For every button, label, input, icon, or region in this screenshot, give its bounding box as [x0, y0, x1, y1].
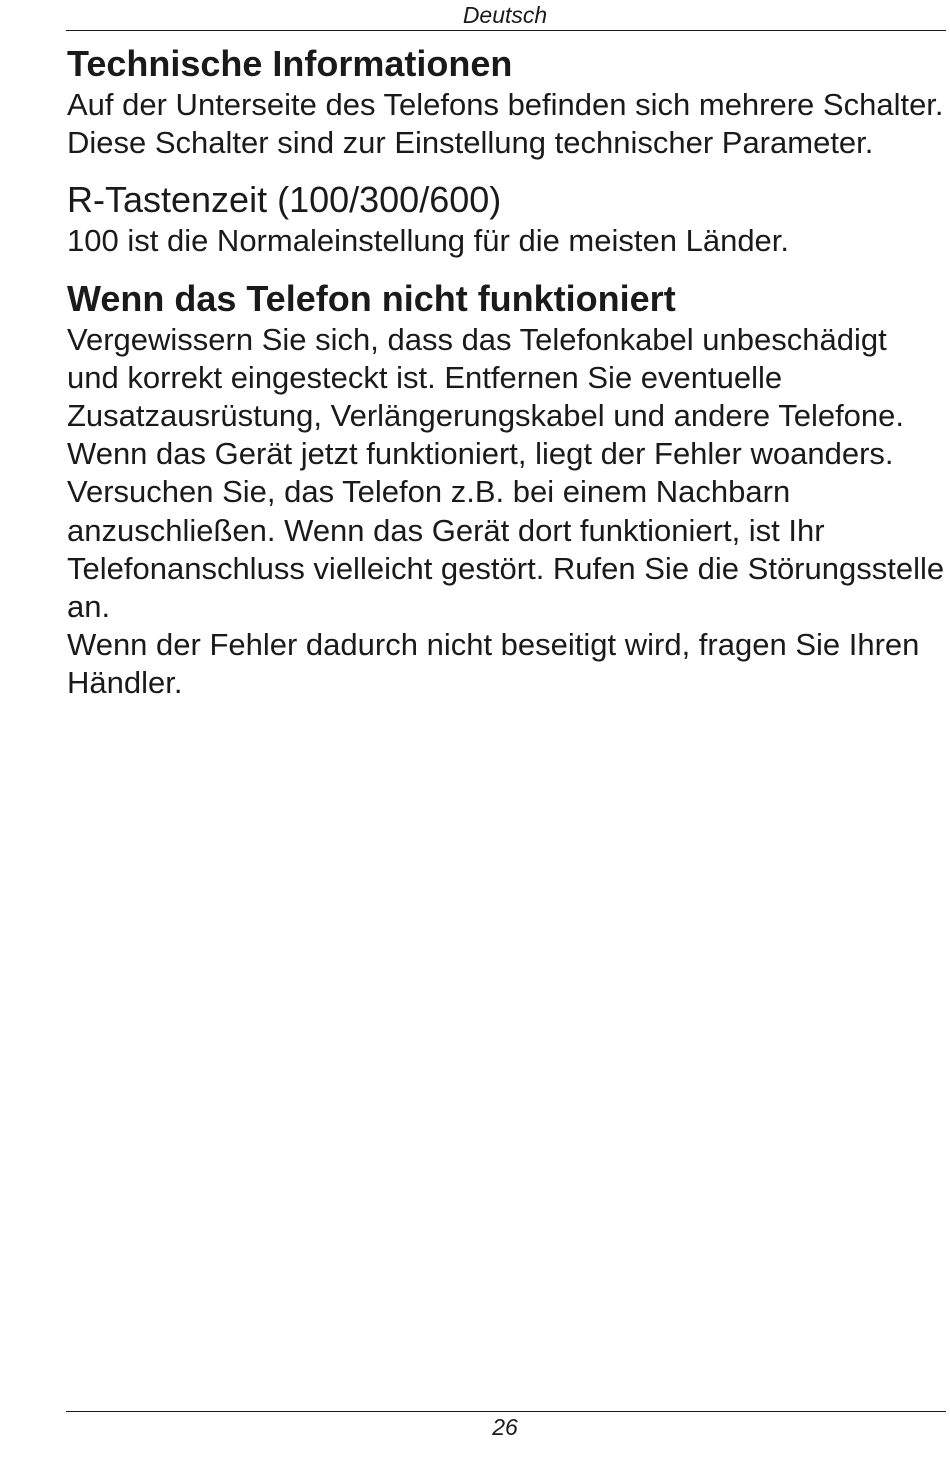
- r-key-paragraph: 100 ist die Normaleinstellung für die meisten Länder.: [67, 223, 790, 259]
- section-technical-information: [67, 42, 947, 162]
- section-title-troubleshooting: Wenn das Telefon nicht funktioniert: [67, 277, 676, 319]
- technical-paragraph-1: Auf der Unterseite des Telefons befinden sich mehrere Schalter.: [67, 87, 944, 122]
- page-content: [67, 42, 947, 703]
- section-troubleshooting: [67, 277, 947, 703]
- footer-divider: [66, 1411, 946, 1412]
- troubleshooting-paragraph-3: Wenn der Fehler dadurch nicht beseitigt wird, fragen Sie Ihren Händler.: [67, 627, 920, 701]
- page-number: 26: [492, 1414, 518, 1440]
- header-divider: [66, 30, 946, 31]
- troubleshooting-paragraph-1: Vergewissern Sie sich, dass das Telefonkabel unbeschädigt und korrekt eingesteckt ist. Entfernen Sie eventuelle Zusatzausrüstung, Verlängerungskabel und andere Telefone. Wenn das Gerät jetzt funktioniert, liegt der Fehler woanders.: [67, 321, 905, 472]
- troubleshooting-paragraph-2: Versuchen Sie, das Telefon z.B. bei einem Nachbarn anzuschließen. Wenn das Gerät dort funktioniert, ist Ihr Telefonanschluss vielleicht gestört. Rufen Sie die Störungsstelle an.: [67, 474, 945, 625]
- section-title-r-key: R-Tastenzeit (100/300/600): [67, 179, 502, 221]
- technical-paragraph-2: Diese Schalter sind zur Einstellung technischer Parameter.: [67, 125, 874, 161]
- section-r-key-time: [67, 178, 947, 260]
- header-language: Deutsch: [462, 2, 548, 28]
- section-title-technical: Technische Informationen: [67, 43, 513, 84]
